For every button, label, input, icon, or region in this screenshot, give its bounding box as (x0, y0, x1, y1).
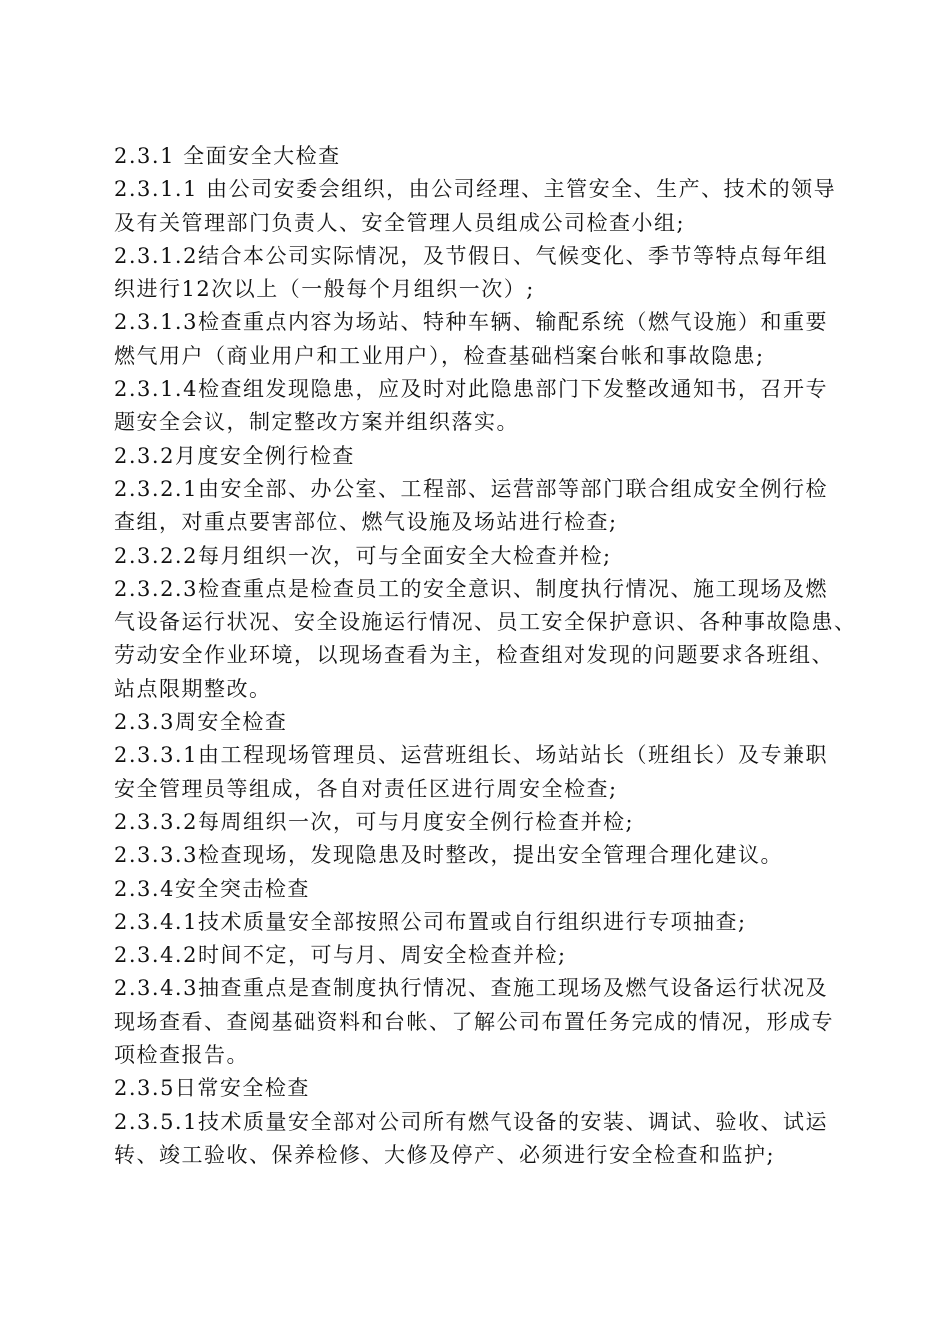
paragraph-line: 2.3.2.2每月组织一次，可与全面安全大检查并检; (114, 543, 612, 568)
paragraph-line: 劳动安全作业环境，以现场查看为主，检查组对发现的问题要求各班组、 (114, 643, 834, 668)
section-heading-2-3-1: 2.3.1 全面安全大检查 (114, 144, 341, 168)
paragraph-line: 2.3.2.3检查重点是检查员工的安全意识、制度执行情况、施工现场及燃 (114, 576, 828, 601)
paragraph-line: 燃气用户（商业用户和工业用户），检查基础档案台帐和事故隐患; (114, 343, 765, 368)
paragraph-line: 站点限期整改。 (114, 676, 272, 701)
section-heading-2-3-3: 2.3.3周安全检查 (114, 710, 288, 735)
paragraph-line: 2.3.4.2时间不定，可与月、周安全检查并检; (114, 943, 567, 968)
paragraph-line: 2.3.4.1技术质量安全部按照公司布置或自行组织进行专项抽查; (114, 909, 747, 934)
paragraph-line: 2.3.1.4检查组发现隐患，应及时对此隐患部门下发整改通知书，召开专 (114, 377, 828, 402)
paragraph-line: 2.3.3.2每周组织一次，可与月度安全例行检查并检; (114, 809, 635, 834)
section-heading-2-3-5: 2.3.5日常安全检查 (114, 1076, 310, 1101)
document-body (114, 140, 857, 1172)
paragraph-line: 现场查看、查阅基础资料和台帐、了解公司布置任务完成的情况，形成专 (114, 1009, 834, 1034)
paragraph-line: 2.3.5.1技术质量安全部对公司所有燃气设备的安装、调试、验收、试运 (114, 1109, 828, 1134)
paragraph-line: 项检查报告。 (114, 1043, 249, 1068)
section-heading-2-3-4: 2.3.4安全突击检查 (114, 876, 310, 901)
paragraph-line: 2.3.1.1 由公司安委会组织，由公司经理、主管安全、生产、技术的领导 (114, 177, 837, 202)
paragraph-line: 2.3.4.3抽查重点是查制度执行情况、查施工现场及燃气设备运行状况及 (114, 976, 828, 1001)
paragraph-line: 织进行12次以上（一般每个月组织一次）; (114, 277, 535, 302)
paragraph-line: 题安全会议，制定整改方案并组织落实。 (114, 410, 519, 435)
paragraph-line: 转、竣工验收、保养检修、大修及停产、必须进行安全检查和监护; (114, 1142, 776, 1167)
paragraph-line: 2.3.1.3检查重点内容为场站、特种车辆、输配系统（燃气设施）和重要 (114, 310, 828, 335)
section-heading-2-3-2: 2.3.2月度安全例行检查 (114, 443, 355, 468)
paragraph-line: 气设备运行状况、安全设施运行情况、员工安全保护意识、各种事故隐患、 (114, 610, 857, 635)
paragraph-line: 安全管理员等组成，各自对责任区进行周安全检查; (114, 776, 618, 801)
paragraph-line: 2.3.3.3检查现场，发现隐患及时整改，提出安全管理合理化建议。 (114, 843, 783, 868)
paragraph-line: 2.3.2.1由安全部、办公室、工程部、运营部等部门联合组成安全例行检 (114, 476, 828, 501)
paragraph-line: 2.3.1.2结合本公司实际情况，及节假日、气候变化、季节等特点每年组 (114, 243, 828, 268)
paragraph-line: 及有关管理部门负责人、安全管理人员组成公司检查小组; (114, 210, 686, 235)
paragraph-line: 2.3.3.1由工程现场管理员、运营班组长、场站站长（班组长）及专兼职 (114, 743, 828, 768)
paragraph-line: 查组，对重点要害部位、燃气设施及场站进行检查; (114, 510, 618, 535)
